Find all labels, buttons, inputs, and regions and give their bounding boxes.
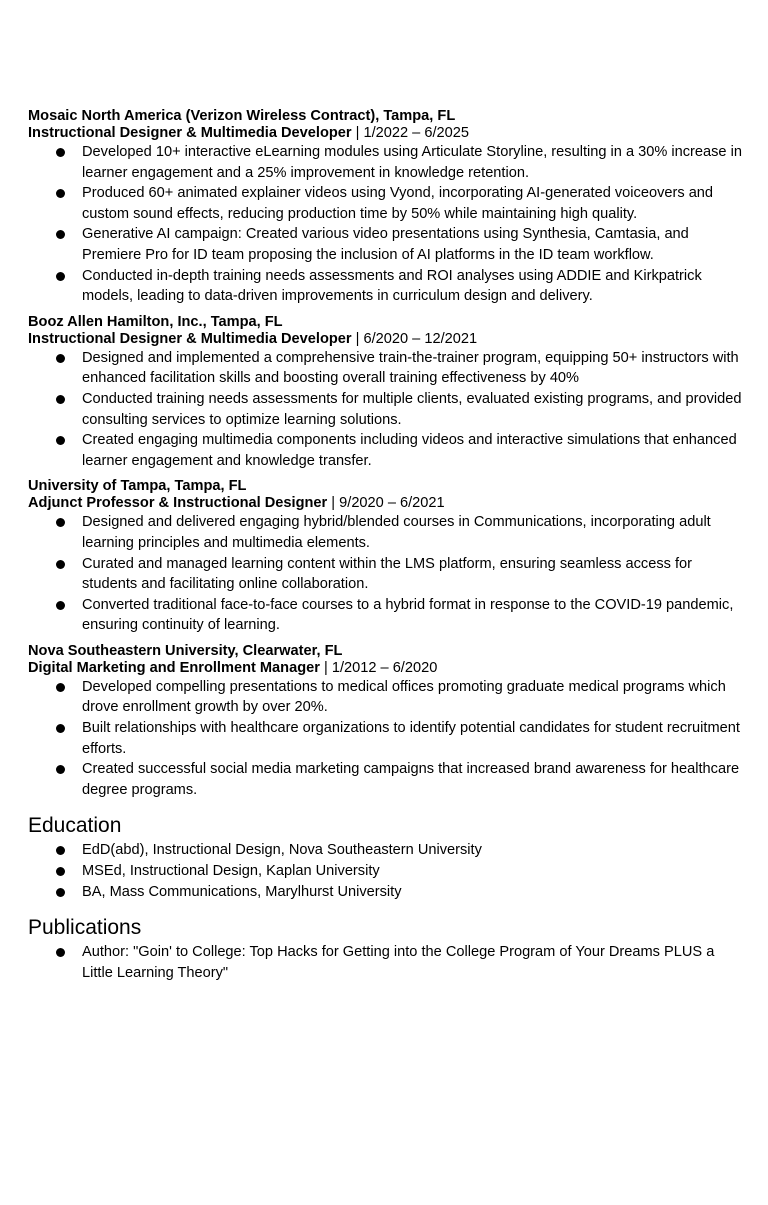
list-item: Developed 10+ interactive eLearning modules using Articulate Storyline, resulting in a 30% increase in learner engagement and a 25% improvement in knowledge retention. <box>28 142 748 183</box>
list-item: Conducted training needs assessments for multiple clients, evaluated existing programs, and provided consulting services to optimize learning solutions. <box>28 389 748 430</box>
job-dates: | 6/2020 – 12/2021 <box>355 330 478 347</box>
list-item: Conducted in-depth training needs assessments and ROI analyses using ADDIE and Kirkpatrick models, leading to data-driven improvements in curriculum design and delivery. <box>28 266 748 307</box>
job-title: Adjunct Professor & Instructional Designer <box>28 495 328 512</box>
job-title: Instructional Designer & Multimedia Developer <box>28 330 352 347</box>
list-item: BA, Mass Communications, Marylhurst University <box>28 882 748 903</box>
list-item: Created successful social media marketing campaigns that increased brand awareness for healthcare degree programs. <box>28 759 748 800</box>
job-dates: | 9/2020 – 6/2021 <box>331 495 445 512</box>
job-title: Instructional Designer & Multimedia Developer <box>28 125 352 141</box>
list-item: Designed and delivered engaging hybrid/blended courses in Communications, incorporating adult learning principles and multimedia elements. <box>28 512 748 553</box>
job-role-line <box>28 125 748 142</box>
employer-name: Nova Southeastern University, Clearwater, FL <box>28 642 343 659</box>
list-item: Built relationships with healthcare organizations to identify potential candidates for student recruitment efforts. <box>28 718 748 759</box>
list-item: EdD(abd), Instructional Design, Nova Southeastern University <box>28 840 748 861</box>
list-item: Generative AI campaign: Created various video presentations using Synthesia, Camtasia, and Premiere Pro for ID team proposing the inclusion of AI platforms in the ID team workflow. <box>28 224 748 265</box>
education-heading: Education <box>28 814 122 838</box>
job-role-line <box>28 495 748 512</box>
resume-page <box>28 108 748 983</box>
list-item: Developed compelling presentations to medical offices promoting graduate medical programs which drove enrollment growth by over 20%. <box>28 677 748 718</box>
job-bullet-list <box>28 348 748 472</box>
job-dates: | 1/2022 – 6/2025 <box>355 125 469 141</box>
job-bullet-list <box>28 512 748 636</box>
list-item: Converted traditional face-to-face courses to a hybrid format in response to the COVID-19 pandemic, ensuring continuity of learning. <box>28 595 748 636</box>
job-bullet-list <box>28 142 748 307</box>
list-item: Created engaging multimedia components including videos and interactive simulations that enhanced learner engagement and knowledge transfer. <box>28 430 748 471</box>
employer-name: Booz Allen Hamilton, Inc., Tampa, FL <box>28 313 283 330</box>
job-role-line <box>28 660 748 677</box>
job-role-line <box>28 331 748 348</box>
job-entry-university-of-tampa <box>28 478 748 636</box>
education-list <box>28 840 748 902</box>
list-item: Curated and managed learning content within the LMS platform, ensuring seamless access for students and facilitating online collaboration. <box>28 554 748 595</box>
job-entry-mosaic <box>28 108 748 307</box>
employer-name: University of Tampa, Tampa, FL <box>28 478 247 495</box>
list-item: Author: "Goin' to College: Top Hacks for Getting into the College Program of Your Dreams PLUS a Little Learning Theory" <box>28 942 748 983</box>
list-item: Designed and implemented a comprehensive train-the-trainer program, equipping 50+ instructors with enhanced facilitation skills and boosting overall training effectiveness by 40% <box>28 348 748 389</box>
publications-heading: Publications <box>28 916 142 940</box>
list-item: Produced 60+ animated explainer videos using Vyond, incorporating AI-generated voiceovers and custom sound effects, reducing production time by 50% while maintaining high quality. <box>28 183 748 224</box>
job-dates: | 1/2012 – 6/2020 <box>323 659 438 676</box>
job-bullet-list <box>28 677 748 801</box>
publications-list <box>28 942 748 983</box>
job-entry-nova-southeastern <box>28 643 748 801</box>
list-item: MSEd, Instructional Design, Kaplan University <box>28 861 748 882</box>
employer-name: Mosaic North America (Verizon Wireless Contract), Tampa, FL <box>28 108 456 124</box>
job-title: Digital Marketing and Enrollment Manager <box>28 659 320 676</box>
job-entry-booz-allen <box>28 314 748 472</box>
